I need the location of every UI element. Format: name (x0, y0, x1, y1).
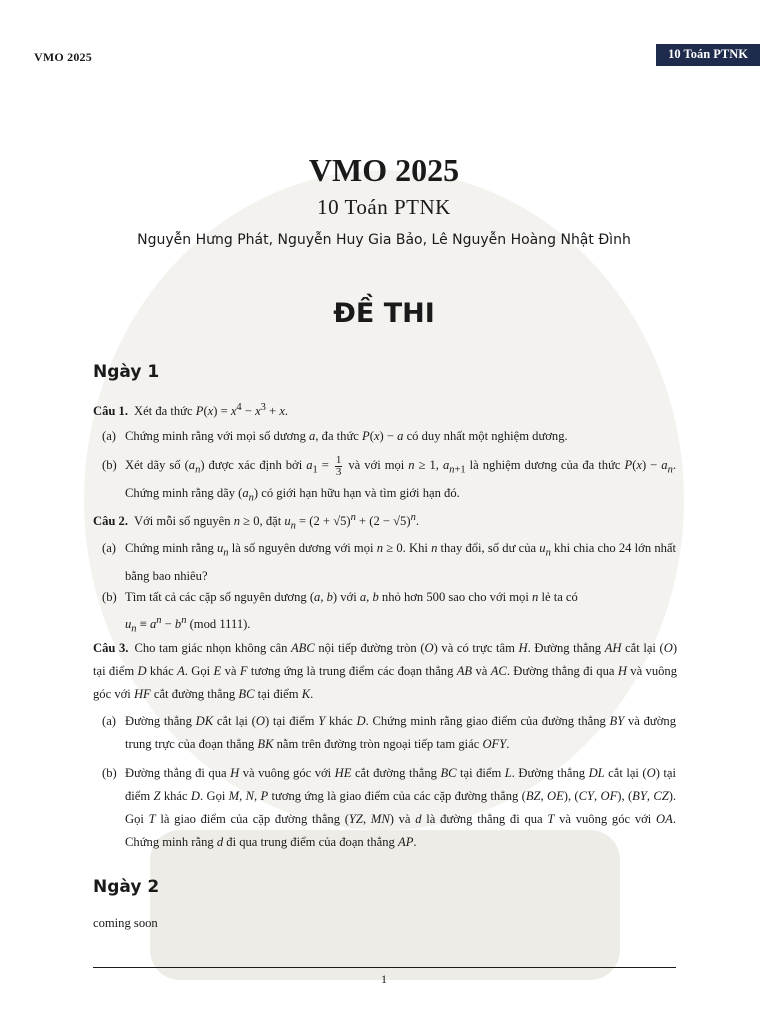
day2-text: coming soon (93, 916, 158, 930)
question-3b-label: (b) (102, 766, 117, 780)
question-3b (102, 762, 676, 854)
question-2-label: Câu 2. (93, 514, 128, 529)
question-2a-text: Chứng minh rằng $u_n$ là số nguyên dương với mọi n ≥ 0. Khi n thay đổi, số dư của $u_n$ khi chia cho 24 lớn nhất bằng bao nhiêu? (125, 541, 677, 583)
question-3a-label: (a) (102, 714, 116, 728)
question-1b (102, 454, 676, 509)
question-2 (93, 506, 677, 538)
question-1-text: Xét đa thức $P(x) = x^4 - x^3 + x$. (134, 402, 289, 419)
question-3b-text: Đường thẳng đi qua H và vuông góc với HE cắt đường thẳng BC tại điểm L. Đường thẳng DL cắt lại (O) tại điểm Z khác D. Gọi M, N, P tương ứng là giao điểm của các cặp đường thẳng (BZ, OE), (CY, OF), (BY, CZ). Gọi T là giao điểm của cặp đường thẳng (YZ, MN) và d là đường thẳng đi qua T và vuông góc với OA. Chứng minh rằng d đi qua trung điểm của đoạn thẳng AP. (125, 766, 677, 849)
question-3-text: Cho tam giác nhọn không cân ABC nội tiếp đường tròn (O) và có trực tâm H. Đường thẳng AH cắt lại (O) tại điểm D khác A. Gọi E và F tương ứng là trung điểm các đoạn thẳng AB và AC. Đường thẳng đi qua H và vuông góc với HF cắt đường thẳng BC tại điểm K. (93, 641, 678, 701)
question-1a-text: Chứng minh rằng với mọi số dương a, đa thức P(x) − a có duy nhất một nghiệm dương. (125, 429, 568, 443)
day1-heading: Ngày 1 (93, 362, 160, 382)
question-3-label: Câu 3. (93, 641, 129, 655)
header-left: VMO 2025 (34, 50, 92, 64)
question-3a-text: Đường thẳng DK cắt lại (O) tại điểm Y khác D. Chứng minh rằng giao điểm của đường thẳng BY và đường trung trực của đoạn thẳng BK nằm trên đường tròn ngoại tiếp tam giác OFY. (125, 714, 677, 751)
section-title: ĐỀ THI (333, 298, 435, 329)
authors: Nguyễn Hưng Phát, Nguyễn Huy Gia Bảo, Lê Nguyễn Hoàng Nhật Đình (137, 232, 631, 248)
question-1 (93, 396, 677, 423)
header-right-badge: 10 Toán PTNK (656, 44, 760, 66)
footer-rule (93, 967, 676, 968)
document-subtitle: 10 Toán PTNK (317, 195, 451, 219)
question-3 (93, 637, 677, 706)
question-2b-label: (b) (102, 590, 117, 604)
question-1b-text: Xét dãy số $(a_n)$ được xác định bởi $a_1$ = $\frac{1}{3}$ và với mọi n ≥ 1, $a_{n+1}$ là nghiệm dương của đa thức $P(x) - a_n$. Chứng minh rằng dãy $(a_n)$ có giới hạn hữu hạn và tìm giới hạn đó. (125, 453, 676, 504)
question-1a (102, 425, 676, 448)
question-1b-label: (b) (102, 458, 117, 472)
question-2b-text: Tìm tất cả các cặp số nguyên dương (a, b) với a, b nhỏ hơn 500 sao cho với mọi n lẻ ta có $u_n \equiv a^n - b^n$ (mod 1111). (125, 590, 578, 635)
document-title: VMO 2025 (308, 152, 460, 188)
question-2-text: Với mỗi số nguyên n ≥ 0, đặt $u_n = (2 + √5)^n + (2 - √5)^n$. (134, 512, 419, 532)
question-1a-label: (a) (102, 429, 116, 443)
question-2b (102, 586, 676, 641)
page-number: 1 (381, 972, 387, 986)
question-3a (102, 710, 676, 756)
question-2a-label: (a) (102, 541, 116, 555)
question-2a (102, 537, 676, 588)
day2-heading: Ngày 2 (93, 877, 160, 897)
question-1-label: Câu 1. (93, 404, 128, 419)
